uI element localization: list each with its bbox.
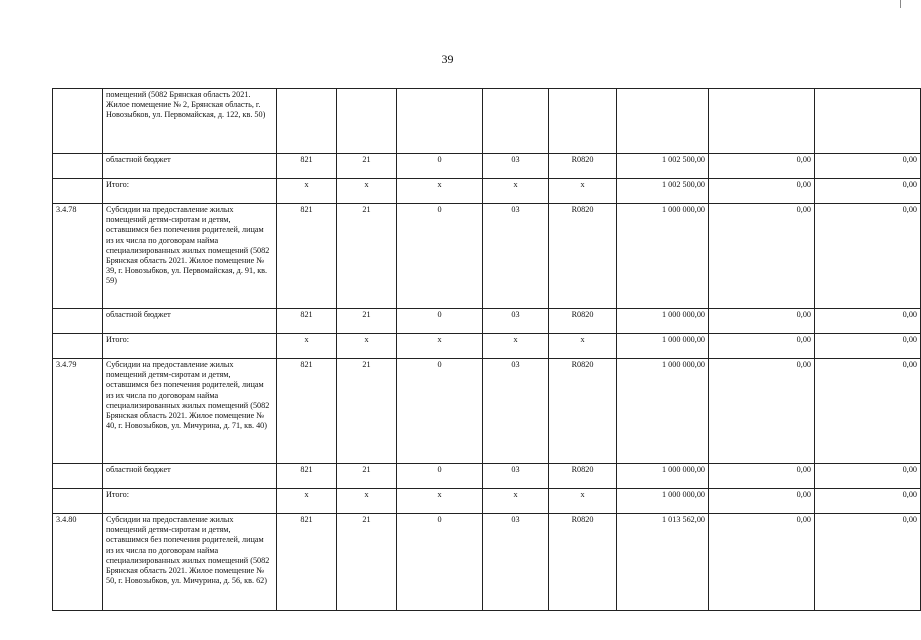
row-name: Субсидии на предоставление жилых помещений детям-сиротам и детям, оставшимся без попечения родителей, лицам из их числа по договорам найма специализированных жилых помещений (5082 Брянская область 2021. Жилое помещение № 39, г. Новозыбков, ул. Первомайская, д. 91, кв. 59) bbox=[103, 204, 277, 309]
cell-amount-2: 0,00 bbox=[709, 489, 815, 514]
cell-grbs: 821 bbox=[277, 514, 337, 611]
table-row bbox=[53, 464, 921, 489]
cell-amount-2: 0,00 bbox=[709, 334, 815, 359]
row-code bbox=[53, 464, 103, 489]
cell-section: 21 bbox=[337, 204, 397, 309]
row-name: помещений (5082 Брянская область 2021. Жилое помещение № 2, Брянская область, г. Новозыбков, ул. Первомайская, д. 122, кв. 50) bbox=[103, 89, 277, 154]
row-name: областной бюджет bbox=[103, 464, 277, 489]
cell-amount-3: 0,00 bbox=[815, 179, 921, 204]
cell-section: 21 bbox=[337, 154, 397, 179]
cell-subsection: 0 bbox=[397, 204, 483, 309]
cell-section: 21 bbox=[337, 309, 397, 334]
cell-subsection bbox=[397, 89, 483, 154]
cell-section: 21 bbox=[337, 464, 397, 489]
cell-amount-1: 1 000 000,00 bbox=[617, 334, 709, 359]
cell-section: x bbox=[337, 179, 397, 204]
row-code: 3.4.79 bbox=[53, 359, 103, 464]
cell-amount-3: 0,00 bbox=[815, 489, 921, 514]
cell-subsection: x bbox=[397, 179, 483, 204]
cell-program: x bbox=[483, 179, 549, 204]
cell-program: 03 bbox=[483, 514, 549, 611]
cell-amount-2: 0,00 bbox=[709, 514, 815, 611]
cell-amount-1: 1 013 562,00 bbox=[617, 514, 709, 611]
row-name: Итого: bbox=[103, 334, 277, 359]
cell-amount-1: 1 000 000,00 bbox=[617, 359, 709, 464]
scan-edge-mark bbox=[900, 0, 901, 8]
cell-amount-3: 0,00 bbox=[815, 204, 921, 309]
row-name: областной бюджет bbox=[103, 309, 277, 334]
cell-section: x bbox=[337, 334, 397, 359]
cell-amount-2 bbox=[709, 89, 815, 154]
cell-grbs: x bbox=[277, 334, 337, 359]
row-name: Итого: bbox=[103, 179, 277, 204]
cell-subsection: 0 bbox=[397, 309, 483, 334]
cell-section: 21 bbox=[337, 514, 397, 611]
cell-target: R0820 bbox=[549, 359, 617, 464]
cell-amount-3: 0,00 bbox=[815, 154, 921, 179]
cell-target: x bbox=[549, 489, 617, 514]
cell-amount-3 bbox=[815, 89, 921, 154]
cell-amount-1: 1 002 500,00 bbox=[617, 179, 709, 204]
row-name: Итого: bbox=[103, 489, 277, 514]
page-number: 39 bbox=[441, 52, 454, 66]
cell-amount-1: 1 000 000,00 bbox=[617, 309, 709, 334]
cell-grbs: x bbox=[277, 179, 337, 204]
cell-target: x bbox=[549, 334, 617, 359]
cell-program: 03 bbox=[483, 309, 549, 334]
cell-amount-2: 0,00 bbox=[709, 464, 815, 489]
cell-subsection: 0 bbox=[397, 359, 483, 464]
table-row bbox=[53, 359, 921, 464]
cell-target: R0820 bbox=[549, 514, 617, 611]
table-row bbox=[53, 334, 921, 359]
row-code bbox=[53, 179, 103, 204]
cell-program: 03 bbox=[483, 359, 549, 464]
cell-program: x bbox=[483, 489, 549, 514]
cell-program: x bbox=[483, 334, 549, 359]
cell-amount-2: 0,00 bbox=[709, 204, 815, 309]
row-code bbox=[53, 489, 103, 514]
table-row bbox=[53, 89, 921, 154]
row-code bbox=[53, 334, 103, 359]
cell-section: 21 bbox=[337, 359, 397, 464]
row-name: Субсидии на предоставление жилых помещений детям-сиротам и детям, оставшимся без попечения родителей, лицам из их числа по договорам найма специализированных жилых помещений (5082 Брянская область 2021. Жилое помещение № 50, г. Новозыбков, ул. Мичурина, д. 56, кв. 62) bbox=[103, 514, 277, 611]
cell-subsection: x bbox=[397, 489, 483, 514]
cell-amount-1: 1 002 500,00 bbox=[617, 154, 709, 179]
cell-amount-2: 0,00 bbox=[709, 359, 815, 464]
cell-grbs: 821 bbox=[277, 359, 337, 464]
cell-amount-3: 0,00 bbox=[815, 309, 921, 334]
table-row bbox=[53, 309, 921, 334]
cell-grbs: 821 bbox=[277, 204, 337, 309]
cell-subsection: x bbox=[397, 334, 483, 359]
cell-amount-3: 0,00 bbox=[815, 514, 921, 611]
cell-program: 03 bbox=[483, 154, 549, 179]
cell-amount-3: 0,00 bbox=[815, 359, 921, 464]
cell-amount-1: 1 000 000,00 bbox=[617, 489, 709, 514]
row-code: 3.4.78 bbox=[53, 204, 103, 309]
cell-target: R0820 bbox=[549, 204, 617, 309]
cell-amount-2: 0,00 bbox=[709, 309, 815, 334]
cell-grbs: 821 bbox=[277, 464, 337, 489]
row-code bbox=[53, 154, 103, 179]
row-name: Субсидии на предоставление жилых помещений детям-сиротам и детям, оставшимся без попечения родителей, лицам из их числа по договорам найма специализированных жилых помещений (5082 Брянская область 2021. Жилое помещение № 40, г. Новозыбков, ул. Мичурина, д. 71, кв. 40) bbox=[103, 359, 277, 464]
cell-program: 03 bbox=[483, 204, 549, 309]
cell-program: 03 bbox=[483, 464, 549, 489]
cell-amount-1: 1 000 000,00 bbox=[617, 204, 709, 309]
cell-target: R0820 bbox=[549, 309, 617, 334]
cell-amount-1: 1 000 000,00 bbox=[617, 464, 709, 489]
cell-amount-2: 0,00 bbox=[709, 154, 815, 179]
cell-subsection: 0 bbox=[397, 514, 483, 611]
cell-grbs bbox=[277, 89, 337, 154]
budget-table bbox=[52, 88, 921, 611]
cell-section bbox=[337, 89, 397, 154]
cell-grbs: x bbox=[277, 489, 337, 514]
row-code bbox=[53, 89, 103, 154]
table-row bbox=[53, 154, 921, 179]
cell-target: x bbox=[549, 179, 617, 204]
cell-subsection: 0 bbox=[397, 464, 483, 489]
cell-program bbox=[483, 89, 549, 154]
cell-amount-3: 0,00 bbox=[815, 464, 921, 489]
cell-grbs: 821 bbox=[277, 154, 337, 179]
cell-target: R0820 bbox=[549, 154, 617, 179]
table-row bbox=[53, 179, 921, 204]
cell-subsection: 0 bbox=[397, 154, 483, 179]
table-row bbox=[53, 514, 921, 611]
cell-section: x bbox=[337, 489, 397, 514]
cell-target: R0820 bbox=[549, 464, 617, 489]
cell-amount-2: 0,00 bbox=[709, 179, 815, 204]
row-name: областной бюджет bbox=[103, 154, 277, 179]
cell-amount-1 bbox=[617, 89, 709, 154]
table-row bbox=[53, 204, 921, 309]
cell-target bbox=[549, 89, 617, 154]
cell-amount-3: 0,00 bbox=[815, 334, 921, 359]
row-code: 3.4.80 bbox=[53, 514, 103, 611]
row-code bbox=[53, 309, 103, 334]
table-row bbox=[53, 489, 921, 514]
cell-grbs: 821 bbox=[277, 309, 337, 334]
